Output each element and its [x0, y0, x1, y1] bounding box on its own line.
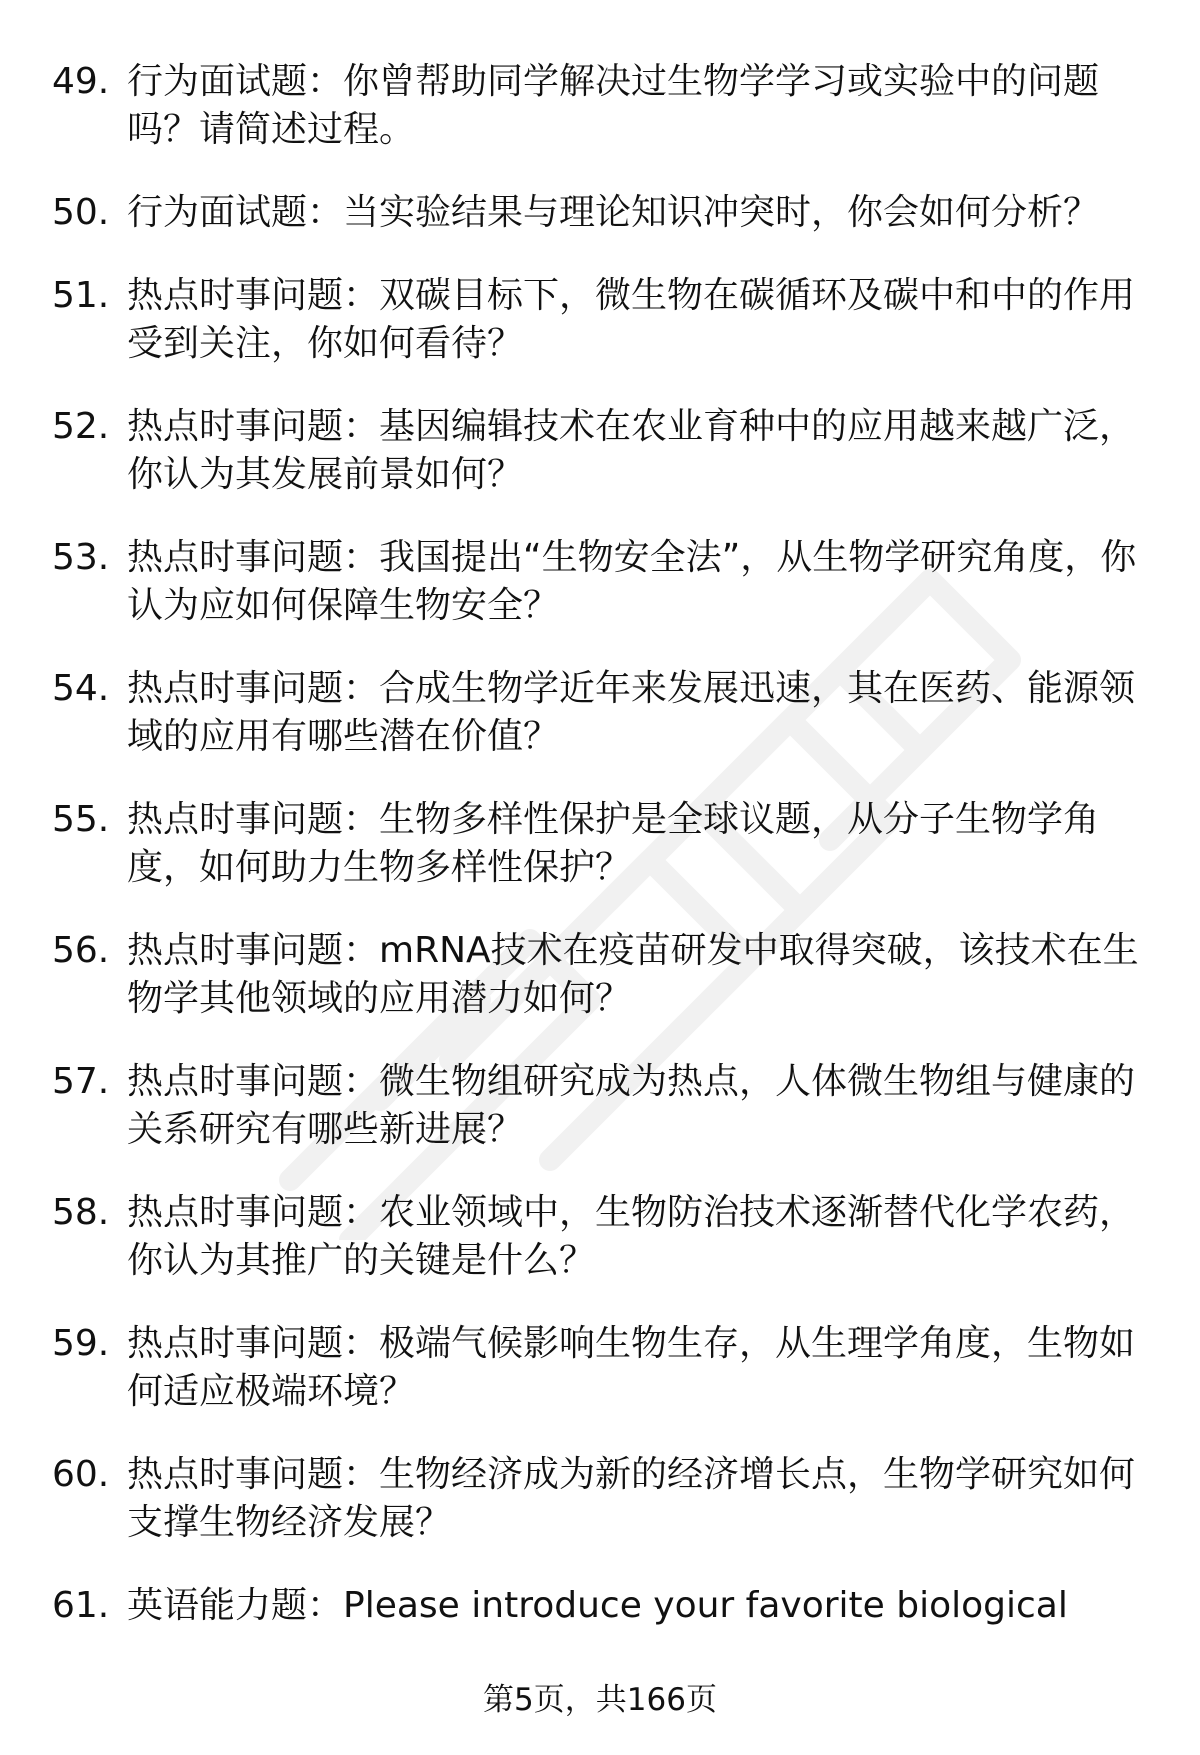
question-text: 热点时事问题：双碳目标下，微生物在碳循环及碳中和中的作用受到关注，你如何看待？ — [127, 275, 1136, 364]
question-item — [0, 665, 1200, 796]
question-number: 53. — [52, 537, 110, 578]
question-number: 51. — [52, 275, 110, 316]
question-text: 英语能力题：Please introduce your favorite biological — [127, 1585, 1068, 1626]
question-number: 56. — [52, 930, 110, 971]
question-text: 热点时事问题：生物经济成为新的经济增长点，生物学研究如何支撑生物经济发展？ — [127, 1454, 1136, 1543]
question-number: 61. — [52, 1585, 110, 1626]
question-text: 热点时事问题：微生物组研究成为热点，人体微生物组与健康的关系研究有哪些新进展？ — [127, 1061, 1136, 1150]
question-number: 58. — [52, 1192, 110, 1233]
question-item — [0, 58, 1200, 189]
question-text: 热点时事问题：基因编辑技术在农业育种中的应用越来越广泛，你认为其发展前景如何？ — [127, 406, 1136, 495]
question-number: 57. — [52, 1061, 110, 1102]
question-text: 热点时事问题：农业领域中，生物防治技术逐渐替代化学农药，你认为其推广的关键是什么？ — [127, 1192, 1136, 1281]
question-item — [0, 403, 1200, 534]
question-item — [0, 1451, 1200, 1582]
question-item — [0, 1058, 1200, 1189]
question-item — [0, 534, 1200, 665]
question-item — [0, 272, 1200, 403]
question-number: 54. — [52, 668, 110, 709]
question-item — [0, 796, 1200, 927]
question-number: 49. — [52, 61, 110, 102]
question-text: 热点时事问题：我国提出“生物安全法”，从生物学研究角度，你认为应如何保障生物安全？ — [127, 537, 1137, 626]
question-text: 热点时事问题：生物多样性保护是全球议题，从分子生物学角度，如何助力生物多样性保护？ — [127, 799, 1100, 888]
page-footer: 第5页，共166页 — [483, 1682, 717, 1718]
question-item — [0, 1189, 1200, 1320]
question-number: 50. — [52, 192, 110, 233]
question-number: 52. — [52, 406, 110, 447]
question-text: 热点时事问题：极端气候影响生物生存，从生理学角度，生物如何适应极端环境？ — [127, 1323, 1136, 1412]
question-item — [0, 1582, 1200, 1642]
question-text: 行为面试题：当实验结果与理论知识冲突时，你会如何分析？ — [127, 192, 1100, 233]
question-item — [0, 189, 1200, 272]
question-number: 60. — [52, 1454, 110, 1495]
question-text: 热点时事问题：mRNA技术在疫苗研发中取得突破，该技术在生物学其他领域的应用潜力如何？ — [127, 930, 1139, 1019]
question-text: 热点时事问题：合成生物学近年来发展迅速，其在医药、能源领域的应用有哪些潜在价值？ — [127, 668, 1136, 757]
question-text: 行为面试题：你曾帮助同学解决过生物学学习或实验中的问题吗？请简述过程。 — [127, 61, 1100, 150]
question-list — [0, 58, 1200, 1642]
question-item — [0, 1320, 1200, 1451]
question-item — [0, 927, 1200, 1058]
question-number: 55. — [52, 799, 110, 840]
question-number: 59. — [52, 1323, 110, 1364]
